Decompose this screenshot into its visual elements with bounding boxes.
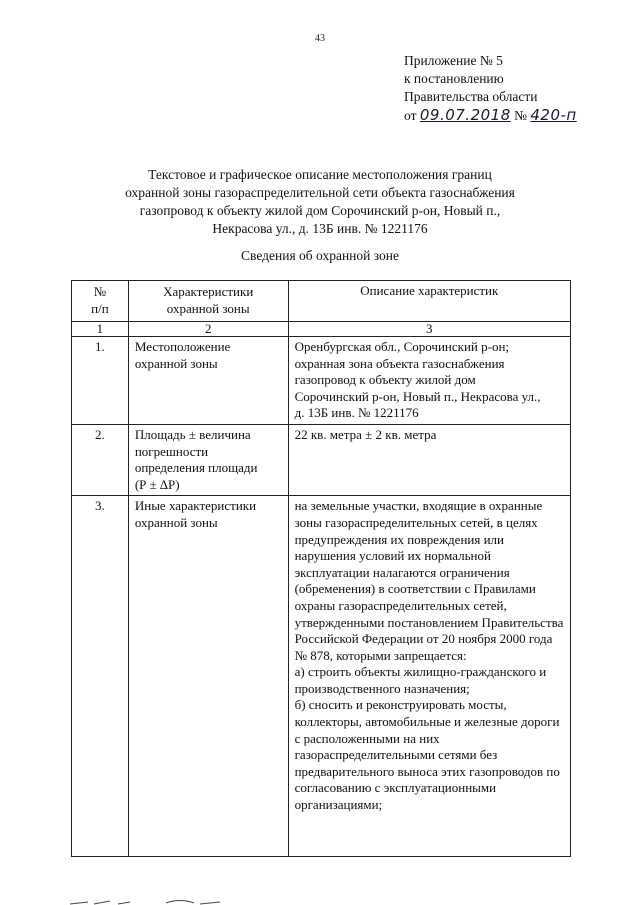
row-characteristic: Местоположение охранной зоны — [128, 337, 288, 425]
row-number: 2. — [72, 424, 129, 495]
appendix-date-line — [404, 106, 577, 125]
bottom-edge-marks — [70, 896, 270, 905]
page-number: 43 — [315, 33, 325, 44]
document-title: Текстовое и графическое описание местоположения границ охранной зоны газораспределительной сети объекта газоснабжения газопровод к объекту жилой дом Сорочинский р-он, Новый п., Некрасова ул., д. 13Б инв. № 1221176 — [125, 167, 515, 236]
section-subtitle: Сведения об охранной зоне — [241, 248, 399, 263]
appendix-line-2: к постановлению — [404, 71, 504, 86]
column-number: 2 — [128, 322, 288, 337]
header-number: № п/п — [72, 281, 129, 322]
column-number: 1 — [72, 322, 129, 337]
table-header-row — [72, 281, 571, 322]
header-description: Описание характеристик — [288, 281, 570, 322]
row-characteristic: Иные характеристики охранной зоны — [128, 496, 288, 857]
row-number: 1. — [72, 337, 129, 425]
handwritten-date: 09.07.2018 — [419, 106, 511, 124]
column-number: 3 — [288, 322, 570, 337]
row-description: на земельные участки, входящие в охранные зоны газораспределительных сетей, в целях предупреждения их повреждения или нарушения условий их нормальной эксплуатации налагаются ограничения (обременения) в соответствии с Правилами охраны газораспределительных сетей, утвержденными постановлением Правительства Российской Федерации от 20 ноября 2000 года № 878, которыми запрещается: а) строить объекты жилищно-гражданского и производственного назначения; б) сносить и реконструировать мосты, коллекторы, автомобильные и железные дороги с расположенными на них газораспределительными сетями без предварительного выноса этих газопроводов по согласованию с эксплуатационными организациями; — [288, 496, 570, 857]
table-row — [72, 337, 571, 425]
appendix-line-1: Приложение № 5 — [404, 53, 503, 68]
table-row — [72, 496, 571, 857]
number-prefix: № — [514, 108, 528, 123]
row-description: Оренбургская обл., Сорочинский р-он; охранная зона объекта газоснабжения газопровод к объекту жилой дом Сорочинский р-он, Новый п., Некрасова ул., д. 13Б инв. № 1221176 — [288, 337, 570, 425]
handwritten-number: 420-п — [530, 106, 577, 124]
appendix-line-3: Правительства области — [404, 89, 538, 104]
header-characteristic: Характеристики охранной зоны — [128, 281, 288, 322]
protection-zone-table — [71, 280, 571, 857]
appendix-block — [404, 52, 577, 125]
row-characteristic: Площадь ± величина погрешности определения площади (Р ± ∆Р) — [128, 424, 288, 495]
date-prefix: от — [404, 108, 417, 123]
table-row — [72, 424, 571, 495]
column-number-row — [72, 322, 571, 337]
row-description: 22 кв. метра ± 2 кв. метра — [288, 424, 570, 495]
row-number: 3. — [72, 496, 129, 857]
